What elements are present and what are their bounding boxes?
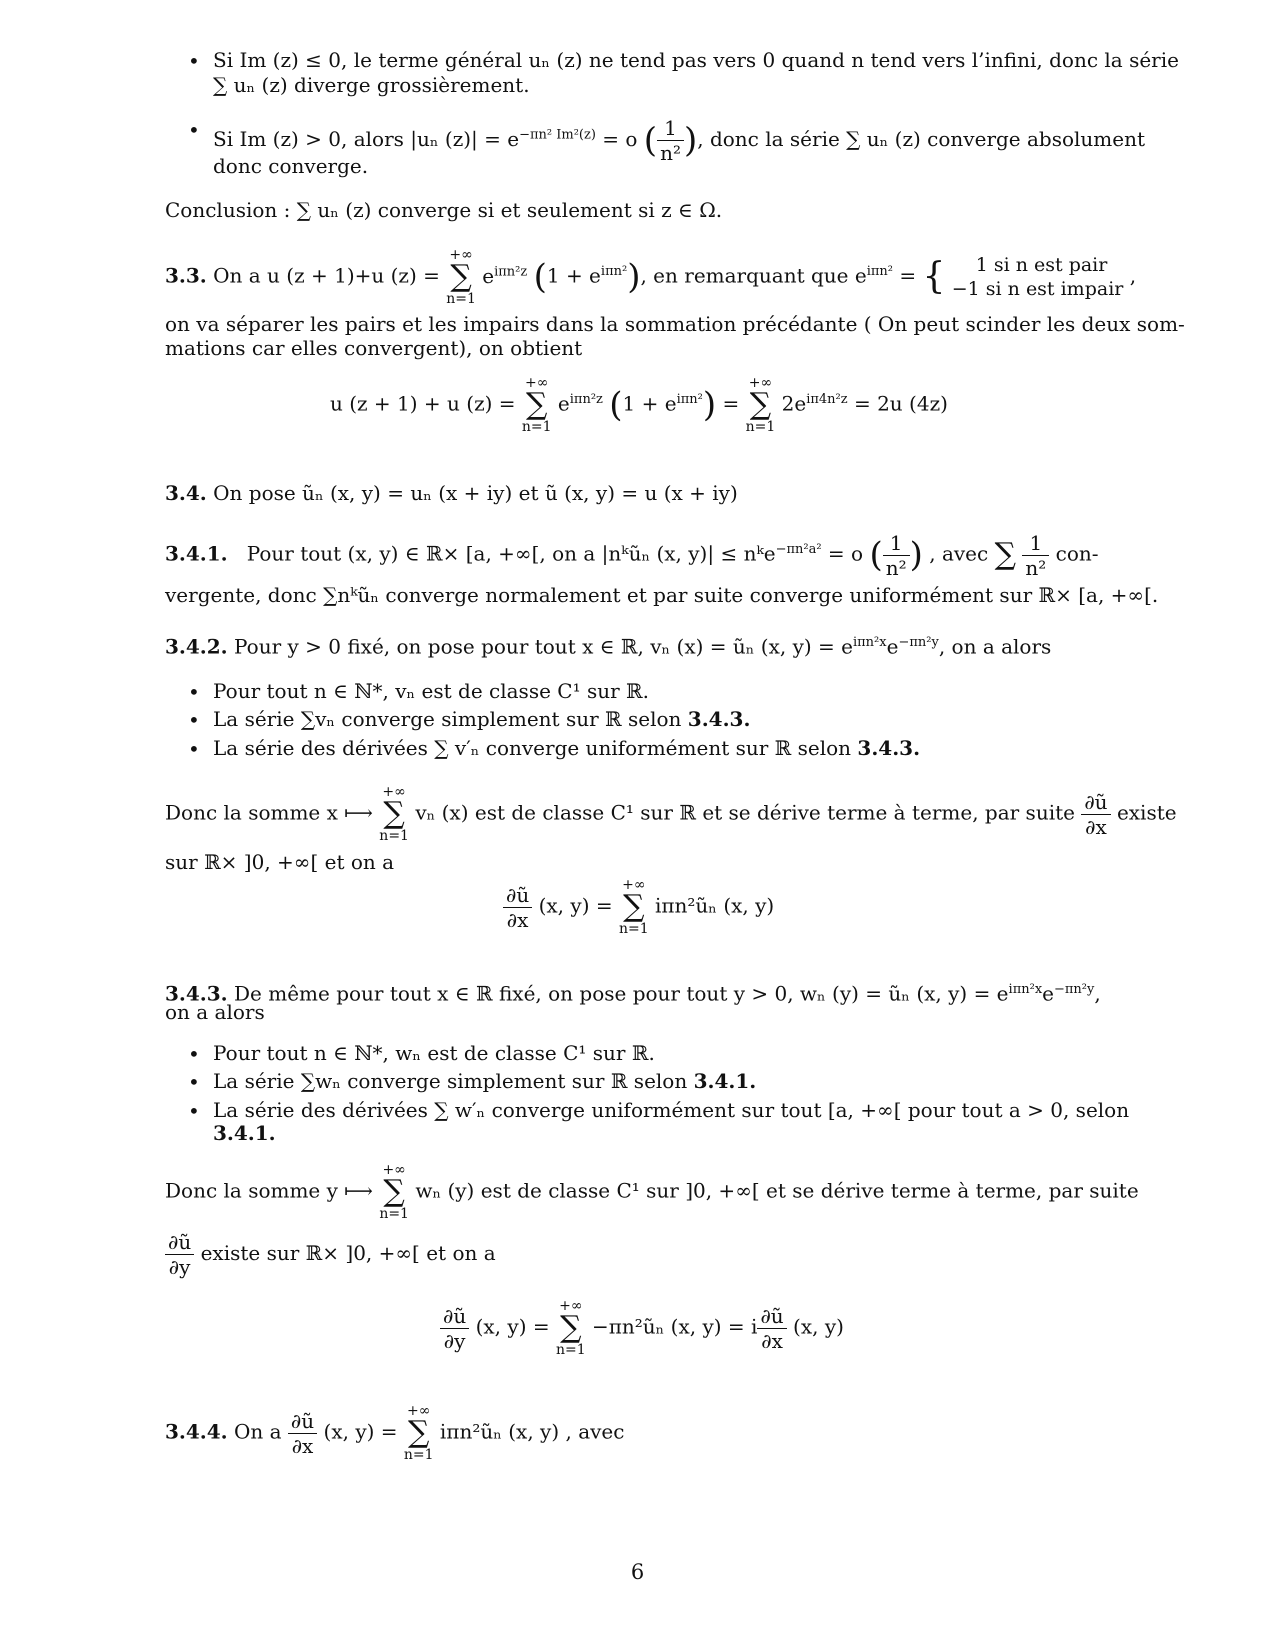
bullet-dot: • [188, 118, 200, 142]
section-3-3-line-1: 3.3. On a u (z + 1)+u (z) = +∞ ∑ n=1 $e^{i\pi n^2z}$ $(1 + e^{i\pi n^2})$, en remarquant que $e^{i\pi n^2}$ = { 1 si n est pair −1 si n est impair , [165, 247, 1137, 307]
section-3-3-line-3: mations car elles convergent), on obtient [165, 336, 583, 360]
conclusion: Conclusion : ∑ uₙ (z) converge si et seulement si z ∈ Ω. [165, 198, 723, 222]
equation-3-4-3: $\frac{\partial ũ}{\partial y}$ (x, y) = +∞ ∑ n=1 −πn²ũₙ (x, y) = i $\frac{\partial ũ}{\partial x}$ (x, y) [440, 1298, 844, 1358]
bullet-1-line-1: Si Im (z) ≤ 0, le terme général uₙ (z) ne tend pas vers 0 quand n tend vers l’infini, donc la série [213, 48, 1179, 72]
section-3-4-3-donc: Donc la somme y ⟼ +∞ ∑ n=1 wₙ (y) est de classe C¹ sur ]0, +∞[ et se dérive terme à terme, par suite [165, 1162, 1139, 1222]
section-3-4-2-bullet-2: La série ∑vₙ converge simplement sur ℝ selon 3.4.3. [213, 707, 751, 731]
page-number: 6 [630, 1560, 645, 1584]
bullet-2-line-1: Si Im (z) > 0, alors |uₙ $(z)| = e^{-\pi n^2 Im^2(z)} = o$ ( $\frac{1}{\text{n²}}$ ), donc la série ∑ uₙ (z) converge absolument [213, 116, 1146, 165]
section-3-4-2-donc-line-2: sur ℝ× ]0, +∞[ et on a [165, 850, 395, 874]
section-3-4-4: 3.4.4. On a $\frac{\partial ũ}{\partial x}$ (x, y) = +∞ ∑ n=1 iπn²ũₙ (x, y) , avec [165, 1403, 625, 1463]
bullet-2-line-2: donc converge. [213, 154, 369, 178]
section-3-4-2-bullet-1: Pour tout n ∈ ℕ*, vₙ est de classe C¹ sur ℝ. [213, 679, 649, 703]
section-3-4-2-donc: Donc la somme x ⟼ +∞ ∑ n=1 vₙ (x) est de classe C¹ sur ℝ et se dérive terme à terme, par suite $\frac{\partial ũ}{\partial x}$ existe [165, 784, 1177, 844]
bullet-dot: • [188, 708, 200, 732]
equation-3-4-2: $\frac{\partial ũ}{\partial x}$ (x, y) = +∞ ∑ n=1 iπn²ũₙ (x, y) [503, 877, 774, 937]
section-3-4: 3.4. On pose ũₙ (x, y) = uₙ (x + iy) et ũ (x, y) = u (x + iy) [165, 481, 738, 505]
section-3-4-2-bullet-3: La série des dérivées ∑ v′ₙ converge uniformément sur ℝ selon 3.4.3. [213, 736, 921, 760]
section-3-4-1-line-1: 3.4.1. Pour tout (x, y) ∈ ℝ× [a, +∞[, on a |nᵏũₙ (x, y)| ≤ nᵏe$^{-\pi n^2a^2}$ = o ( $\frac{1}{\text{n²}}$ ) , avec ∑ $\frac{1}{\text{n²}}$ con- [165, 530, 1099, 580]
section-3-4-3-line-2: on a alors [165, 1000, 265, 1024]
section-3-4-3-bullet-3-ref: 3.4.1. [213, 1121, 276, 1145]
bullet-dot: • [188, 1099, 200, 1123]
section-3-4-3-line-1: 3.4.3. De même pour tout x ∈ ℝ fixé, on pose pour tout y > 0, wₙ (y) = ũₙ (x, $y) = e^{i\pi n^2x}e^{-\pi n^2y}$, [165, 981, 1101, 1006]
equation-3-3: u (z + 1) + u (z) = +∞ ∑ n=1 $e^{i\pi n^2z}$ $(1 + e^{i\pi n^2})$ = +∞ ∑ n=1 $2e^{i\pi 4n^2z} = 2u$ (4z) [330, 375, 948, 435]
bullet-1-line-2: ∑ uₙ (z) diverge grossièrement. [213, 73, 530, 97]
bullet-dot: • [188, 1070, 200, 1094]
section-3-3-line-2: on va séparer les pairs et les impairs dans la sommation précédante ( On peut scinder les deux som- [165, 312, 1185, 336]
section-3-4-3-bullet-2: La série ∑wₙ converge simplement sur ℝ selon 3.4.1. [213, 1069, 757, 1093]
section-3-4-3-donc-line-2: $\frac{\partial ũ}{\partial y}$ existe sur ℝ× ]0, +∞[ et on a [165, 1230, 496, 1279]
bullet-dot: • [188, 737, 200, 761]
section-3-4-3-bullet-1: Pour tout n ∈ ℕ*, wₙ est de classe C¹ sur ℝ. [213, 1041, 655, 1065]
section-3-4-3-bullet-3: La série des dérivées ∑ w′ₙ converge uniformément sur tout [a, +∞[ pour tout a > 0, selon [213, 1098, 1130, 1122]
bullet-dot: • [188, 49, 200, 73]
bullet-dot: • [188, 680, 200, 704]
bullet-dot: • [188, 1042, 200, 1066]
section-3-4-2-line-1: 3.4.2. Pour y > 0 fixé, on pose pour tout x ∈ ℝ, vₙ (x) = ũₙ (x, $y) = e^{i\pi n^2x}e^{-\pi n^2y}$, on a alors [165, 634, 1052, 659]
section-3-4-1-line-2: vergente, donc ∑nᵏũₙ converge normalement et par suite converge uniformément sur ℝ× [a, +∞[. [165, 583, 1159, 607]
